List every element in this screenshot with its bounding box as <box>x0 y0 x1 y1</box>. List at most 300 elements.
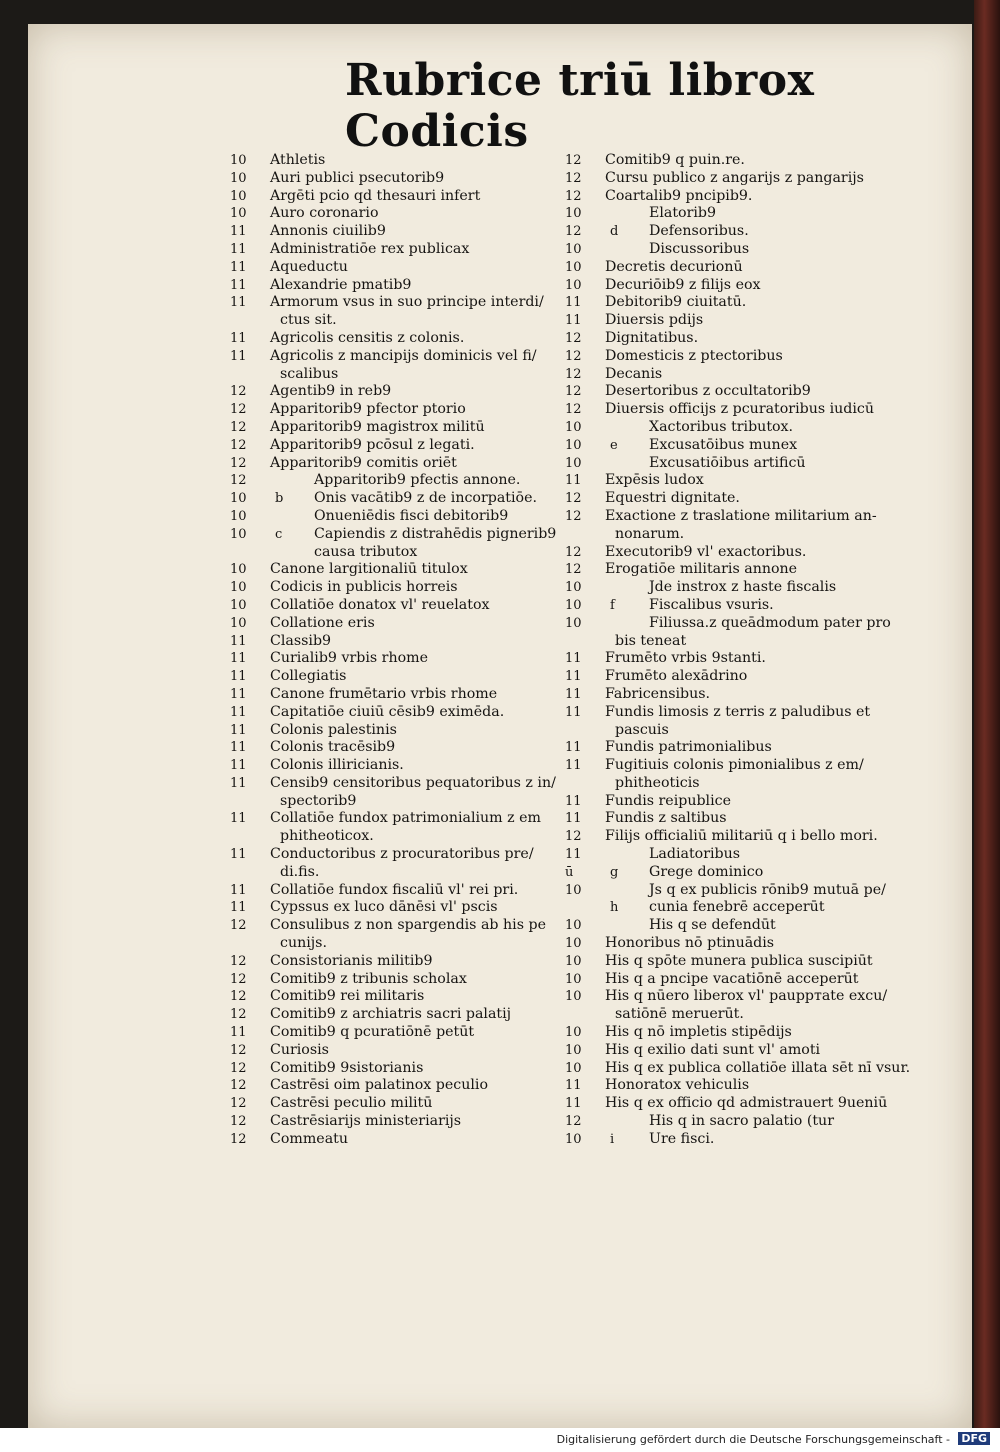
entry-title: ctus sit. <box>280 312 337 329</box>
index-entry <box>230 1024 560 1042</box>
entry-book-number: 11 <box>565 686 582 702</box>
entry-title: Filijs officialiū militariū q i bello mori. <box>605 828 878 845</box>
index-entry <box>565 579 910 597</box>
entry-letter-mark: e <box>610 437 618 453</box>
index-entry <box>565 739 910 757</box>
page-title: Rubrice triū librox Codicis <box>345 55 815 157</box>
index-entry <box>565 917 910 935</box>
entry-book-number: 12 <box>230 437 247 453</box>
entry-book-number: 11 <box>230 224 247 240</box>
entry-title: Collegiatis <box>270 668 347 685</box>
entry-book-number: 11 <box>230 651 247 667</box>
entry-book-number: 12 <box>230 953 247 969</box>
entry-title: cunijs. <box>280 935 327 952</box>
entry-book-number: 10 <box>565 971 582 987</box>
entry-title: Capitatiōe ciuiū cēsib9 eximēda. <box>270 703 505 720</box>
entry-book-number: 12 <box>565 348 582 364</box>
index-entry <box>565 971 910 989</box>
entry-title: di.fis. <box>280 863 320 880</box>
entry-book-number: 12 <box>230 1060 247 1076</box>
index-entry <box>230 917 560 935</box>
entry-book-number: 10 <box>230 170 247 186</box>
index-entry <box>565 775 910 793</box>
entry-title: Apparitorib9 pfector ptorio <box>270 401 466 418</box>
index-entry <box>565 882 910 900</box>
entry-book-number: 10 <box>565 1060 582 1076</box>
entry-book-number: 11 <box>230 259 247 275</box>
entry-title: Fundis patrimonialibus <box>605 739 772 756</box>
entry-title: Fundis limosis z terris z paludibus et <box>605 703 871 720</box>
entry-title: phitheoticox. <box>280 828 374 845</box>
entry-book-number: 12 <box>565 224 582 240</box>
index-entry <box>230 1042 560 1060</box>
entry-title: causa tributox <box>314 543 418 560</box>
index-entry <box>230 366 560 384</box>
entry-title: Comitib9 q pcuratiōnē petūt <box>270 1024 475 1041</box>
entry-title: Consulibus z non spargendis ab his pe <box>270 917 546 934</box>
entry-title: Collatiōe fundox fiscaliū vl' rei pri. <box>270 881 519 898</box>
index-entry <box>565 277 910 295</box>
index-entry <box>565 828 910 846</box>
entry-book-number: 11 <box>230 686 247 702</box>
entry-book-number: 11 <box>230 1025 247 1041</box>
entry-book-number: 11 <box>565 704 582 720</box>
entry-book-number: 12 <box>230 971 247 987</box>
index-entry <box>230 170 560 188</box>
entry-letter-mark: g <box>610 864 619 880</box>
entry-title: Onueniēdis fisci debitorib9 <box>314 507 509 524</box>
index-entry <box>565 170 910 188</box>
entry-title: Colonis tracēsib9 <box>270 739 396 756</box>
entry-title: His q ex officio qd admistrauert 9ueniū <box>605 1095 888 1112</box>
entry-book-number: 12 <box>565 544 582 560</box>
entry-book-number: 10 <box>230 508 247 524</box>
entry-title: Cursu publico z angarijs z pangarijs <box>605 169 864 186</box>
entry-book-number: 11 <box>565 740 582 756</box>
entry-letter-mark: f <box>610 597 615 613</box>
entry-book-number: 11 <box>565 1078 582 1094</box>
index-entry <box>565 312 910 330</box>
entry-title: Canone largitionaliū titulox <box>270 561 468 578</box>
entry-book-number: 12 <box>565 188 582 204</box>
index-entry <box>230 330 560 348</box>
entry-title: Fiscalibus vsuris. <box>649 596 774 613</box>
entry-book-number: 12 <box>230 918 247 934</box>
dfg-logo: DFG <box>958 1432 990 1445</box>
index-entry <box>230 526 560 544</box>
entry-title: satiōnē meruerūt. <box>615 1006 744 1023</box>
index-entry <box>565 615 910 633</box>
entry-title: Fabricensibus. <box>605 685 711 702</box>
index-entry <box>565 953 910 971</box>
entry-title: pascuis <box>615 721 669 738</box>
entry-title: His q se defendūt <box>649 917 776 934</box>
index-entry <box>230 1006 560 1024</box>
entry-title: Colonis palestinis <box>270 721 397 738</box>
index-entry <box>565 1077 910 1095</box>
index-entry <box>230 312 560 330</box>
entry-book-number: 12 <box>565 1114 582 1130</box>
index-entry <box>230 668 560 686</box>
index-entry <box>565 757 910 775</box>
entry-title: Expēsis ludox <box>605 472 704 489</box>
digitization-footer <box>0 1428 1000 1452</box>
index-entry <box>565 810 910 828</box>
entry-title: Curiosis <box>270 1041 329 1058</box>
entry-book-number: 12 <box>230 473 247 489</box>
index-entry <box>230 633 560 651</box>
entry-book-number: 11 <box>230 740 247 756</box>
index-entry <box>230 828 560 846</box>
left-index-column <box>230 152 560 1149</box>
entry-book-number: 10 <box>230 188 247 204</box>
entry-book-number: 10 <box>565 1042 582 1058</box>
entry-book-number: 11 <box>230 704 247 720</box>
entry-letter-mark: d <box>610 224 619 240</box>
entry-title: Comitib9 z archiatris sacri palatij <box>270 1006 512 1023</box>
index-entry <box>230 775 560 793</box>
index-entry <box>565 686 910 704</box>
index-entry <box>565 704 910 722</box>
entry-book-number: 12 <box>565 829 582 845</box>
index-entry <box>565 544 910 562</box>
index-entry <box>230 882 560 900</box>
index-entry <box>565 668 910 686</box>
entry-title: His q a pncipe vacatiōnē acceperūt <box>605 970 859 987</box>
entry-book-number: 12 <box>565 562 582 578</box>
entry-title: nonarum. <box>615 525 685 542</box>
entry-book-number: 12 <box>230 1007 247 1023</box>
index-entry <box>230 1095 560 1113</box>
entry-title: Debitorib9 ciuitatū. <box>605 294 747 311</box>
entry-title: Ure fisci. <box>649 1130 715 1147</box>
index-entry <box>565 419 910 437</box>
entry-book-number: 10 <box>565 580 582 596</box>
index-entry <box>230 846 560 864</box>
entry-book-number: 10 <box>565 989 582 1005</box>
entry-book-number: 12 <box>230 455 247 471</box>
entry-title: Castrēsi peculio militū <box>270 1095 433 1112</box>
index-entry <box>230 277 560 295</box>
index-entry <box>565 1006 910 1024</box>
index-entry <box>230 722 560 740</box>
index-entry <box>565 241 910 259</box>
index-entry <box>230 1077 560 1095</box>
index-entry <box>565 1113 910 1131</box>
index-entry <box>565 597 910 615</box>
index-entry <box>565 988 910 1006</box>
entry-title: Domesticis z ptectoribus <box>605 347 783 364</box>
index-entry <box>565 383 910 401</box>
entry-book-number: 12 <box>565 153 582 168</box>
entry-title: Collatiōe fundox patrimonialium z em <box>270 810 541 827</box>
entry-book-number: 12 <box>565 491 582 507</box>
index-entry <box>565 935 910 953</box>
entry-title: Capiendis z distrahēdis pignerib9 <box>314 525 557 542</box>
entry-title: Athletis <box>270 152 326 168</box>
index-entry <box>230 810 560 828</box>
index-entry <box>565 259 910 277</box>
index-entry <box>565 561 910 579</box>
entry-book-number: 12 <box>230 1131 247 1147</box>
entry-book-number: 12 <box>565 170 582 186</box>
entry-title: Collatione eris <box>270 614 375 631</box>
entry-title: Codicis in publicis horreis <box>270 579 458 596</box>
entry-title: Apparitorib9 pcōsul z legati. <box>270 436 475 453</box>
entry-book-number: 10 <box>565 1131 582 1147</box>
entry-title: spectorib9 <box>280 792 357 809</box>
entry-book-number: 11 <box>230 241 247 257</box>
entry-title: Diuersis pdijs <box>605 312 704 329</box>
entry-title: Fundis z saltibus <box>605 810 727 827</box>
index-entry <box>230 864 560 882</box>
entry-book-number: 11 <box>230 847 247 863</box>
index-entry <box>230 1113 560 1131</box>
index-entry <box>230 597 560 615</box>
index-entry <box>565 1024 910 1042</box>
footer-text: Digitalisierung gefördert durch die Deutsche Forschungsgemeinschaft - <box>556 1433 950 1446</box>
entry-letter-mark: b <box>275 491 284 507</box>
entry-title: His q ex publica collatiōe illata sēt nī vsur. <box>605 1059 911 1076</box>
entry-book-number: 11 <box>230 348 247 364</box>
index-entry <box>230 1060 560 1078</box>
index-entry <box>565 1042 910 1060</box>
index-entry <box>230 579 560 597</box>
entry-book-number: 11 <box>230 633 247 649</box>
entry-title: Apparitorib9 pfectis annone. <box>314 472 521 489</box>
index-entry <box>230 490 560 508</box>
entry-book-number: 11 <box>565 1096 582 1112</box>
entry-title: Alexandrie pmatib9 <box>270 276 412 293</box>
entry-book-number: 10 <box>565 615 582 631</box>
entry-title: Collatiōe donatox vl' reuelatox <box>270 596 490 613</box>
entry-title: Desertoribus z occultatorib9 <box>605 383 811 400</box>
entry-book-number: 12 <box>230 384 247 400</box>
entry-title: Coartalib9 pncipib9. <box>605 187 753 204</box>
index-entry <box>565 472 910 490</box>
entry-book-number: 11 <box>230 775 247 791</box>
entry-title: bis teneat <box>615 632 687 649</box>
entry-title: Commeatu <box>270 1130 348 1147</box>
index-entry <box>230 437 560 455</box>
index-entry <box>565 330 910 348</box>
entry-book-number: 10 <box>565 1025 582 1041</box>
entry-book-number: 10 <box>230 597 247 613</box>
index-entry <box>230 508 560 526</box>
index-entry <box>565 1060 910 1078</box>
entry-book-number: 10 <box>565 259 582 275</box>
index-entry <box>230 935 560 953</box>
entry-title: Administratiōe rex publicax <box>270 240 470 257</box>
right-index-column <box>565 152 910 1149</box>
index-entry <box>230 294 560 312</box>
entry-book-number: 10 <box>565 953 582 969</box>
index-entry <box>230 223 560 241</box>
entry-title: Diuersis officijs z pcuratoribus iudicū <box>605 401 875 418</box>
entry-book-number: 10 <box>565 277 582 293</box>
entry-title: Erogatiōe militaris annone <box>605 561 798 578</box>
entry-book-number: 10 <box>230 526 247 542</box>
entry-book-number: 12 <box>230 402 247 418</box>
entry-book-number: ū <box>565 864 574 880</box>
entry-title: Excusatiōibus artificū <box>649 454 806 471</box>
index-entry <box>565 846 910 864</box>
entry-book-number: 10 <box>230 562 247 578</box>
index-entry <box>230 988 560 1006</box>
index-entry <box>230 757 560 775</box>
entry-book-number: 10 <box>565 455 582 471</box>
entry-book-number: 10 <box>565 597 582 613</box>
entry-title: Frumēto vrbis 9stanti. <box>605 650 766 667</box>
index-entry <box>565 1131 910 1149</box>
entry-title: Frumēto alexādrino <box>605 668 748 685</box>
index-entry <box>230 348 560 366</box>
index-entry <box>230 188 560 206</box>
entry-book-number: 11 <box>565 758 582 774</box>
entry-title: cunia fenebrē acceperūt <box>649 899 825 916</box>
index-entry <box>565 437 910 455</box>
entry-title: Curialib9 vrbis rhome <box>270 650 428 667</box>
entry-book-number: 11 <box>230 758 247 774</box>
entry-title: Classib9 <box>270 632 332 649</box>
index-entry <box>230 953 560 971</box>
entry-book-number: 11 <box>565 793 582 809</box>
entry-book-number: 11 <box>230 277 247 293</box>
entry-book-number: 11 <box>565 295 582 311</box>
entry-book-number: 12 <box>565 330 582 346</box>
entry-title: Ladiatoribus <box>649 846 741 863</box>
index-entry <box>230 205 560 223</box>
index-entry <box>565 1095 910 1113</box>
entry-title: Excusatōibus munex <box>649 436 798 453</box>
entry-title: Equestri dignitate. <box>605 490 740 507</box>
index-entry <box>565 490 910 508</box>
entry-book-number: 10 <box>230 206 247 222</box>
entry-title: Fugitiuis colonis pimonialibus z em/ <box>605 757 864 774</box>
index-entry <box>230 419 560 437</box>
entry-book-number: 11 <box>230 330 247 346</box>
index-entry <box>230 971 560 989</box>
entry-book-number: 12 <box>565 508 582 524</box>
entry-title: Censib9 censitoribus pequatoribus z in/ <box>270 774 556 791</box>
index-entry <box>230 686 560 704</box>
entry-book-number: 11 <box>565 847 582 863</box>
entry-book-number: 12 <box>230 1096 247 1112</box>
entry-book-number: 11 <box>565 313 582 329</box>
index-entry <box>230 544 560 562</box>
entry-book-number: 12 <box>230 419 247 435</box>
entry-title: His q nō impletis stipēdijs <box>605 1024 792 1041</box>
entry-title: Comitib9 9sistorianis <box>270 1059 424 1076</box>
book-spine <box>974 0 1000 1452</box>
entry-title: Defensoribus. <box>649 223 749 240</box>
entry-title: Decretis decurionū <box>605 258 743 275</box>
entry-book-number: 11 <box>230 295 247 311</box>
entry-title: Honoratox vehiculis <box>605 1077 750 1094</box>
entry-book-number: 12 <box>565 366 582 382</box>
entry-title: Canone frumētario vrbis rhome <box>270 685 498 702</box>
entry-book-number: 11 <box>565 669 582 685</box>
entry-title: phitheoticis <box>615 774 700 791</box>
entry-title: Agricolis censitis z colonis. <box>270 329 465 346</box>
entry-title: Elatorib9 <box>649 205 717 222</box>
index-entry <box>565 348 910 366</box>
index-entry <box>230 899 560 917</box>
entry-book-number: 11 <box>230 811 247 827</box>
entry-book-number: 12 <box>565 384 582 400</box>
entry-book-number: 11 <box>565 473 582 489</box>
index-entry <box>230 472 560 490</box>
entry-title: Executorib9 vl' exactoribus. <box>605 543 807 560</box>
index-entry <box>565 864 910 882</box>
entry-title: Auri publici psecutorib9 <box>270 169 445 186</box>
index-entry <box>230 152 560 170</box>
entry-book-number: 10 <box>565 918 582 934</box>
entry-book-number: 10 <box>565 241 582 257</box>
entry-title: Apparitorib9 magistrox militū <box>270 418 485 435</box>
entry-title: Filiussa.z queādmodum pater pro <box>649 614 891 631</box>
entry-book-number: 10 <box>565 206 582 222</box>
entry-book-number: 10 <box>230 615 247 631</box>
index-entry <box>565 152 910 170</box>
entry-title: Castrēsi oim palatinox peculio <box>270 1077 488 1094</box>
index-entry <box>230 241 560 259</box>
index-entry <box>230 383 560 401</box>
entry-title: His q in sacro palatio (tur <box>649 1113 834 1130</box>
entry-book-number: 12 <box>565 402 582 418</box>
entry-title: Colonis illiricianis. <box>270 757 404 774</box>
entry-title: Js q ex publicis rōnib9 mutuā pe/ <box>649 881 886 898</box>
entry-book-number: 12 <box>230 1114 247 1130</box>
index-entry <box>565 526 910 544</box>
index-entry <box>230 455 560 473</box>
index-entry <box>565 188 910 206</box>
index-entry <box>230 561 560 579</box>
index-entry <box>230 704 560 722</box>
entry-title: Consistorianis militib9 <box>270 952 433 969</box>
index-entry <box>230 739 560 757</box>
entry-book-number: 10 <box>230 153 247 168</box>
entry-title: Agricolis z mancipijs dominicis vel fi/ <box>270 347 537 364</box>
index-entry <box>565 205 910 223</box>
entry-book-number: 10 <box>565 882 582 898</box>
entry-title: Jde instrox z haste fiscalis <box>649 579 837 596</box>
index-entry <box>230 259 560 277</box>
index-entry <box>565 223 910 241</box>
entry-title: Comitib9 rei militaris <box>270 988 425 1005</box>
index-entry <box>565 793 910 811</box>
index-entry <box>565 508 910 526</box>
entry-letter-mark: h <box>610 900 619 916</box>
entry-title: Armorum vsus in suo principe interdi/ <box>270 294 544 311</box>
entry-title: Xactoribus tributox. <box>649 418 794 435</box>
index-entry <box>230 650 560 668</box>
entry-title: Argēti pcio qd thesauri infert <box>270 187 481 204</box>
entry-book-number: 11 <box>230 669 247 685</box>
entry-book-number: 10 <box>565 936 582 952</box>
entry-title: Onis vacātib9 z de incorpatiōe. <box>314 490 537 507</box>
entry-title: Castrēsiarijs ministeriarijs <box>270 1113 462 1130</box>
entry-title: His q exilio dati sunt vl' amoti <box>605 1041 821 1058</box>
entry-title: Agentib9 in reb9 <box>270 383 392 400</box>
entry-title: Comitib9 q puin.re. <box>605 152 745 168</box>
index-entry <box>565 899 910 917</box>
entry-title: Decuriōib9 z filijs eox <box>605 276 761 293</box>
index-entry <box>565 294 910 312</box>
entry-title: Decanis <box>605 365 663 382</box>
entry-title: Grege dominico <box>649 863 764 880</box>
entry-book-number: 12 <box>230 1042 247 1058</box>
